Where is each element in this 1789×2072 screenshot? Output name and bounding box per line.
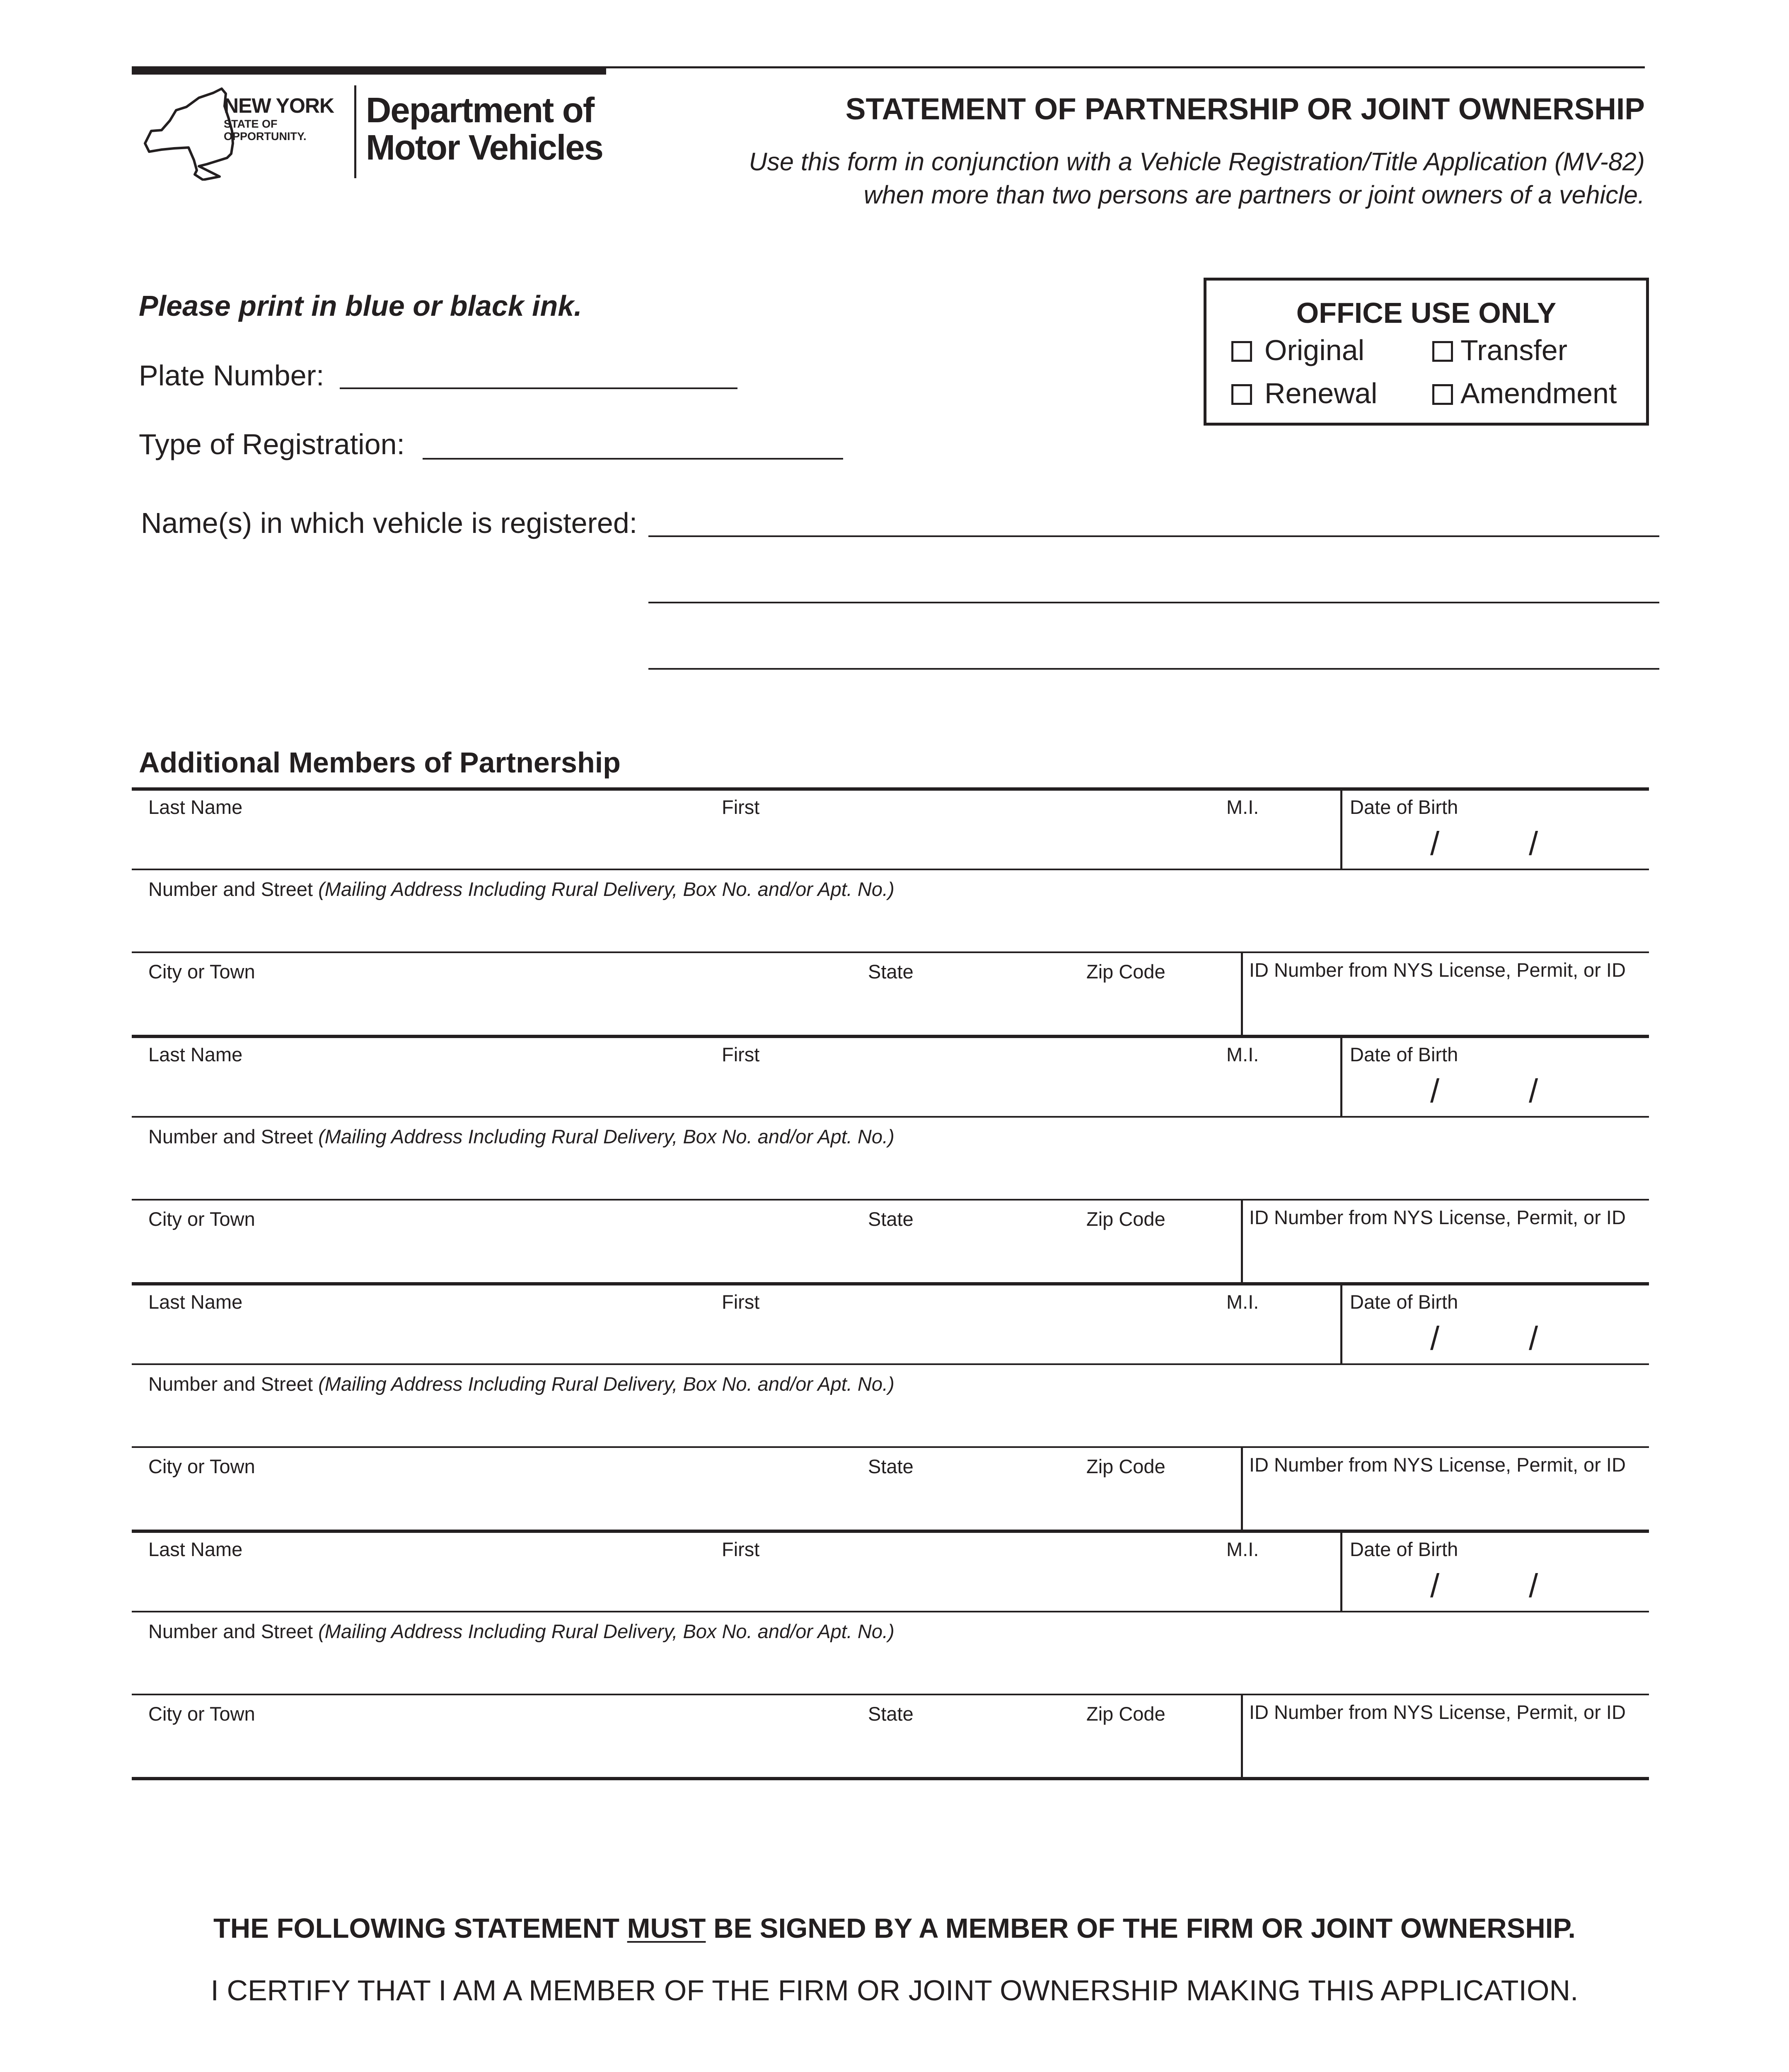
state-input[interactable] <box>864 953 1071 1032</box>
id-number-label: ID Number from NYS License, Permit, or ID <box>1249 1701 1626 1723</box>
date-of-birth-label: Date of Birth <box>1350 1538 1458 1560</box>
last-name-input[interactable] <box>132 791 712 868</box>
date-separator-1: / <box>1430 1072 1440 1109</box>
first-name-label: First <box>722 1043 760 1065</box>
city-label: City or Town <box>148 1455 255 1477</box>
office-use-option-transfer[interactable] <box>1432 334 1567 367</box>
street-label-text: Number and Street <box>148 878 313 900</box>
id-number-divider <box>1241 1448 1243 1530</box>
date-of-birth-label: Date of Birth <box>1350 1043 1458 1065</box>
dob-divider <box>1340 1035 1342 1118</box>
street-address-input[interactable] <box>132 870 1649 951</box>
statement-heading-post: BE SIGNED BY A MEMBER OF THE FIRM OR JOINT OWNERSHIP. <box>706 1913 1576 1944</box>
date-separator-1: / <box>1430 1567 1440 1604</box>
dob-divider <box>1340 787 1342 870</box>
dmv-name-line-1: Department of <box>366 91 594 130</box>
date-of-birth-label: Date of Birth <box>1350 1291 1458 1313</box>
plate-number-label: Plate Number: <box>139 359 324 392</box>
office-use-option-label: Transfer <box>1460 334 1568 366</box>
state-label: State <box>868 1703 914 1725</box>
city-label: City or Town <box>148 1208 255 1230</box>
registered-names-label: Name(s) in which vehicle is registered: <box>141 507 638 539</box>
date-separator-2: / <box>1529 1072 1538 1109</box>
state-label: State <box>868 961 914 983</box>
registration-type-label: Type of Registration: <box>139 428 405 460</box>
first-name-label: First <box>722 796 760 818</box>
zip-code-label: Zip Code <box>1086 1208 1165 1230</box>
office-use-option-original[interactable] <box>1231 334 1364 367</box>
form-subtitle-line-1: Use this form in conjunction with a Vehicle Registration/Title Application (MV-82) <box>749 148 1645 176</box>
last-name-label: Last Name <box>148 1538 243 1560</box>
office-use-title: OFFICE USE ONLY <box>1296 297 1557 329</box>
registered-name-field-2[interactable] <box>648 577 1659 603</box>
office-use-option-renewal[interactable] <box>1231 377 1377 410</box>
statement-heading-pre: THE FOLLOWING STATEMENT <box>213 1913 627 1944</box>
date-separator-2: / <box>1529 1567 1538 1604</box>
member-block-top-rule <box>132 787 1649 791</box>
state-input[interactable] <box>864 1448 1071 1527</box>
certification-statement: I CERTIFY THAT I AM A MEMBER OF THE FIRM OR JOINT OWNERSHIP MAKING THIS APPLICATION. <box>210 1974 1579 2007</box>
form-subtitle-line-2: when more than two persons are partners or joint owners of a vehicle. <box>863 181 1645 209</box>
first-name-input[interactable] <box>721 791 1218 868</box>
state-label: State <box>868 1208 914 1230</box>
office-use-option-amendment[interactable] <box>1432 377 1617 410</box>
checkbox-icon <box>1432 384 1453 405</box>
id-number-input[interactable] <box>1245 1201 1649 1279</box>
office-use-box <box>1204 278 1649 426</box>
last-name-label: Last Name <box>148 796 243 818</box>
id-number-input[interactable] <box>1245 1695 1649 1774</box>
street-address-input[interactable] <box>132 1118 1649 1199</box>
members-section-title: Additional Members of Partnership <box>139 746 621 779</box>
member-block-top-rule <box>132 1035 1649 1038</box>
first-name-input[interactable] <box>721 1533 1218 1610</box>
street-label-text: Number and Street <box>148 1373 313 1395</box>
statement-heading <box>0 1912 1789 1944</box>
middle-initial-label: M.I. <box>1226 1291 1259 1313</box>
street-address-input[interactable] <box>132 1365 1649 1446</box>
date-of-birth-input[interactable] <box>1344 1285 1649 1363</box>
last-name-label: Last Name <box>148 1043 243 1065</box>
plate-number-field[interactable] <box>340 363 737 389</box>
first-name-label: First <box>722 1291 760 1313</box>
checkbox-icon <box>1231 341 1252 362</box>
street-label-note: (Mailing Address Including Rural Delivery, Box No. and/or Apt. No.) <box>318 878 894 900</box>
street-label-note: (Mailing Address Including Rural Delivery, Box No. and/or Apt. No.) <box>318 1620 894 1642</box>
first-name-input[interactable] <box>721 1038 1218 1115</box>
middle-initial-label: M.I. <box>1226 796 1259 818</box>
member-block-top-rule <box>132 1530 1649 1533</box>
zip-code-label: Zip Code <box>1086 1703 1165 1725</box>
logo-state-name: NEW YORK <box>224 94 334 117</box>
first-name-input[interactable] <box>721 1285 1218 1363</box>
city-label: City or Town <box>148 961 255 983</box>
zip-code-input[interactable] <box>1083 953 1237 1032</box>
state-input[interactable] <box>864 1201 1071 1279</box>
ink-instructions: Please print in blue or black ink. <box>139 290 582 322</box>
zip-code-label: Zip Code <box>1086 961 1165 983</box>
id-number-label: ID Number from NYS License, Permit, or ID <box>1249 1206 1626 1228</box>
id-number-divider <box>1241 953 1243 1035</box>
middle-initial-label: M.I. <box>1226 1538 1259 1560</box>
logo-tagline-1: STATE OF <box>224 118 278 130</box>
office-use-option-label: Renewal <box>1264 377 1378 409</box>
logo-tagline-2: OPPORTUNITY. <box>224 130 307 143</box>
date-separator-1: / <box>1430 825 1440 862</box>
state-label: State <box>868 1455 914 1477</box>
id-number-divider <box>1241 1201 1243 1282</box>
office-use-option-label: Original <box>1264 334 1365 366</box>
state-input[interactable] <box>864 1695 1071 1774</box>
id-number-input[interactable] <box>1245 953 1649 1032</box>
registration-type-field[interactable] <box>423 433 843 460</box>
members-table-bottom-rule <box>132 1777 1649 1780</box>
logo-divider <box>354 85 356 178</box>
registered-name-field-3[interactable] <box>648 643 1659 670</box>
header-thin-rule <box>606 66 1645 68</box>
street-label-text: Number and Street <box>148 1126 313 1147</box>
city-input[interactable] <box>132 953 857 1032</box>
middle-initial-input[interactable] <box>1224 1038 1336 1115</box>
id-number-label: ID Number from NYS License, Permit, or ID <box>1249 959 1626 981</box>
middle-initial-input[interactable] <box>1224 791 1336 868</box>
checkbox-icon <box>1432 341 1453 362</box>
zip-code-input[interactable] <box>1083 1695 1237 1774</box>
street-label-note: (Mailing Address Including Rural Delivery, Box No. and/or Apt. No.) <box>318 1126 894 1147</box>
last-name-label: Last Name <box>148 1291 243 1313</box>
last-name-input[interactable] <box>132 1285 712 1363</box>
zip-code-input[interactable] <box>1083 1448 1237 1527</box>
last-name-input[interactable] <box>132 1038 712 1115</box>
date-of-birth-input[interactable] <box>1344 1038 1649 1115</box>
date-separator-2: / <box>1529 1320 1538 1357</box>
street-label-text: Number and Street <box>148 1620 313 1642</box>
last-name-input[interactable] <box>132 1533 712 1610</box>
city-label: City or Town <box>148 1703 255 1725</box>
street-address-input[interactable] <box>132 1612 1649 1694</box>
office-use-option-label: Amendment <box>1460 377 1617 409</box>
zip-code-label: Zip Code <box>1086 1455 1165 1477</box>
header-thick-rule <box>132 66 606 75</box>
form-title: STATEMENT OF PARTNERSHIP OR JOINT OWNERSHIP <box>845 92 1645 126</box>
street-label-note: (Mailing Address Including Rural Delivery, Box No. and/or Apt. No.) <box>318 1373 894 1395</box>
dob-divider <box>1340 1530 1342 1612</box>
middle-initial-input[interactable] <box>1224 1533 1336 1610</box>
city-input[interactable] <box>132 1448 857 1527</box>
member-block-top-rule <box>132 1282 1649 1285</box>
date-of-birth-input[interactable] <box>1344 1533 1649 1610</box>
middle-initial-label: M.I. <box>1226 1043 1259 1065</box>
id-number-divider <box>1241 1695 1243 1777</box>
checkbox-icon <box>1231 384 1252 405</box>
city-input[interactable] <box>132 1695 857 1774</box>
first-name-label: First <box>722 1538 760 1560</box>
dmv-name-line-2: Motor Vehicles <box>366 128 603 167</box>
registered-name-field-1[interactable] <box>648 511 1659 537</box>
date-separator-2: / <box>1529 825 1538 862</box>
city-input[interactable] <box>132 1201 857 1279</box>
date-of-birth-label: Date of Birth <box>1350 796 1458 818</box>
id-number-input[interactable] <box>1245 1448 1649 1527</box>
zip-code-input[interactable] <box>1083 1201 1237 1279</box>
statement-heading-must: MUST <box>627 1913 706 1944</box>
middle-initial-input[interactable] <box>1224 1285 1336 1363</box>
id-number-label: ID Number from NYS License, Permit, or ID <box>1249 1454 1626 1476</box>
date-of-birth-input[interactable] <box>1344 791 1649 868</box>
dob-divider <box>1340 1282 1342 1365</box>
date-separator-1: / <box>1430 1320 1440 1357</box>
